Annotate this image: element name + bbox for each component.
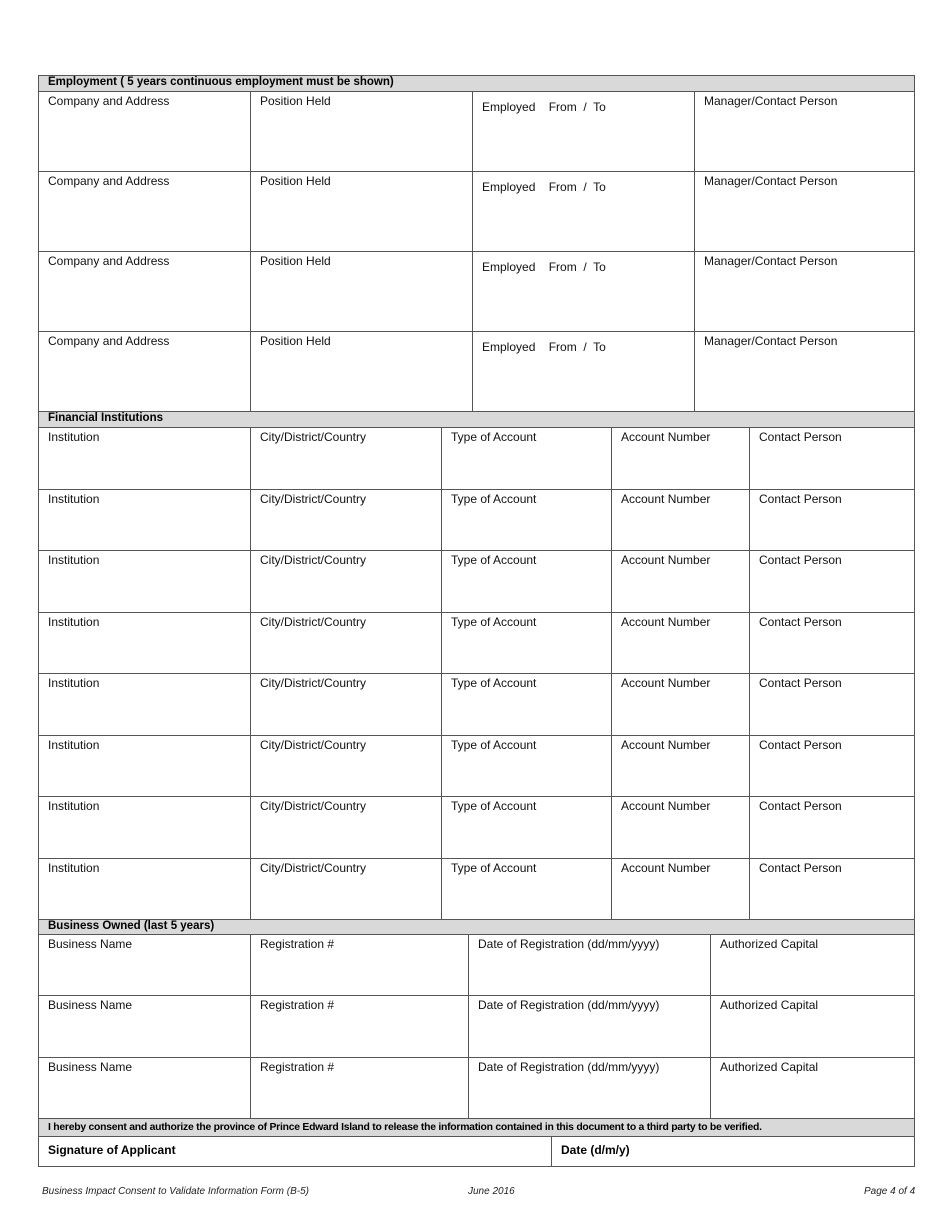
financial-field-1[interactable]: Institution	[38, 613, 250, 675]
financial-field-5[interactable]: Contact Person	[749, 797, 915, 859]
financial-field-3[interactable]: Type of Account	[441, 428, 611, 490]
financial-field-3[interactable]: Type of Account	[441, 797, 611, 859]
financial-field-4[interactable]: Account Number	[611, 859, 749, 921]
financial-field-4[interactable]: Account Number	[611, 428, 749, 490]
financial-field-5[interactable]: Contact Person	[749, 551, 915, 613]
business-field-2[interactable]: Registration #	[250, 996, 468, 1057]
employment-field-1[interactable]: Company and Address	[38, 332, 250, 412]
financial-field-4[interactable]: Account Number	[611, 674, 749, 736]
financial-field-2[interactable]: City/District/Country	[250, 736, 441, 798]
financial-field-2[interactable]: City/District/Country	[250, 613, 441, 675]
business-field-3[interactable]: Date of Registration (dd/mm/yyyy)	[468, 935, 710, 996]
financial-field-1[interactable]: Institution	[38, 736, 250, 798]
business-field-3[interactable]: Date of Registration (dd/mm/yyyy)	[468, 996, 710, 1057]
financial-field-3[interactable]: Type of Account	[441, 490, 611, 552]
financial-field-2[interactable]: City/District/Country	[250, 797, 441, 859]
employment-field-3[interactable]: Employed From / To	[472, 332, 694, 412]
business-field-1[interactable]: Business Name	[38, 996, 250, 1057]
financial-field-2[interactable]: City/District/Country	[250, 551, 441, 613]
employment-field-2[interactable]: Position Held	[250, 92, 472, 172]
employment-field-1[interactable]: Company and Address	[38, 92, 250, 172]
business-field-4[interactable]: Authorized Capital	[710, 996, 915, 1057]
employment-field-2[interactable]: Position Held	[250, 332, 472, 412]
financial-field-3[interactable]: Type of Account	[441, 613, 611, 675]
employment-field-3[interactable]: Employed From / To	[472, 252, 694, 332]
business-section-header: Business Owned (last 5 years)	[38, 919, 915, 935]
financial-field-4[interactable]: Account Number	[611, 613, 749, 675]
financial-field-4[interactable]: Account Number	[611, 490, 749, 552]
financial-field-1[interactable]: Institution	[38, 674, 250, 736]
financial-field-1[interactable]: Institution	[38, 797, 250, 859]
employment-field-4[interactable]: Manager/Contact Person	[694, 172, 915, 252]
signature-date-field[interactable]: Date (d/m/y)	[551, 1137, 915, 1167]
consent-statement: I hereby consent and authorize the province of Prince Edward Island to release the information contained in this document to a third party to be verified.	[38, 1118, 915, 1137]
financial-field-3[interactable]: Type of Account	[441, 551, 611, 613]
employment-field-1[interactable]: Company and Address	[38, 252, 250, 332]
financial-field-4[interactable]: Account Number	[611, 736, 749, 798]
financial-field-1[interactable]: Institution	[38, 859, 250, 921]
business-field-3[interactable]: Date of Registration (dd/mm/yyyy)	[468, 1058, 710, 1119]
footer-page-number: Page 4 of 4	[864, 1186, 916, 1197]
business-field-2[interactable]: Registration #	[250, 1058, 468, 1119]
footer-form-name: Business Impact Consent to Validate Information Form (B-5)	[42, 1186, 309, 1197]
financial-field-2[interactable]: City/District/Country	[250, 428, 441, 490]
financial-field-2[interactable]: City/District/Country	[250, 490, 441, 552]
financial-field-5[interactable]: Contact Person	[749, 674, 915, 736]
financial-field-4[interactable]: Account Number	[611, 551, 749, 613]
business-field-4[interactable]: Authorized Capital	[710, 1058, 915, 1119]
financial-field-1[interactable]: Institution	[38, 551, 250, 613]
financial-field-5[interactable]: Contact Person	[749, 428, 915, 490]
financial-field-3[interactable]: Type of Account	[441, 736, 611, 798]
footer-date: June 2016	[468, 1186, 515, 1197]
signature-of-applicant-field[interactable]: Signature of Applicant	[38, 1137, 551, 1167]
business-field-1[interactable]: Business Name	[38, 935, 250, 996]
financial-field-1[interactable]: Institution	[38, 428, 250, 490]
financial-section-header: Financial Institutions	[38, 411, 915, 428]
financial-field-5[interactable]: Contact Person	[749, 490, 915, 552]
financial-field-2[interactable]: City/District/Country	[250, 859, 441, 921]
employment-field-3[interactable]: Employed From / To	[472, 172, 694, 252]
financial-field-3[interactable]: Type of Account	[441, 674, 611, 736]
financial-field-2[interactable]: City/District/Country	[250, 674, 441, 736]
financial-field-5[interactable]: Contact Person	[749, 859, 915, 921]
employment-section-header: Employment ( 5 years continuous employment must be shown)	[38, 75, 915, 92]
employment-field-4[interactable]: Manager/Contact Person	[694, 252, 915, 332]
financial-field-5[interactable]: Contact Person	[749, 613, 915, 675]
financial-field-4[interactable]: Account Number	[611, 797, 749, 859]
business-field-2[interactable]: Registration #	[250, 935, 468, 996]
business-field-1[interactable]: Business Name	[38, 1058, 250, 1119]
employment-field-1[interactable]: Company and Address	[38, 172, 250, 252]
employment-field-2[interactable]: Position Held	[250, 172, 472, 252]
employment-field-3[interactable]: Employed From / To	[472, 92, 694, 172]
employment-field-4[interactable]: Manager/Contact Person	[694, 332, 915, 412]
business-field-4[interactable]: Authorized Capital	[710, 935, 915, 996]
employment-field-4[interactable]: Manager/Contact Person	[694, 92, 915, 172]
employment-field-2[interactable]: Position Held	[250, 252, 472, 332]
financial-field-1[interactable]: Institution	[38, 490, 250, 552]
financial-field-3[interactable]: Type of Account	[441, 859, 611, 921]
financial-field-5[interactable]: Contact Person	[749, 736, 915, 798]
